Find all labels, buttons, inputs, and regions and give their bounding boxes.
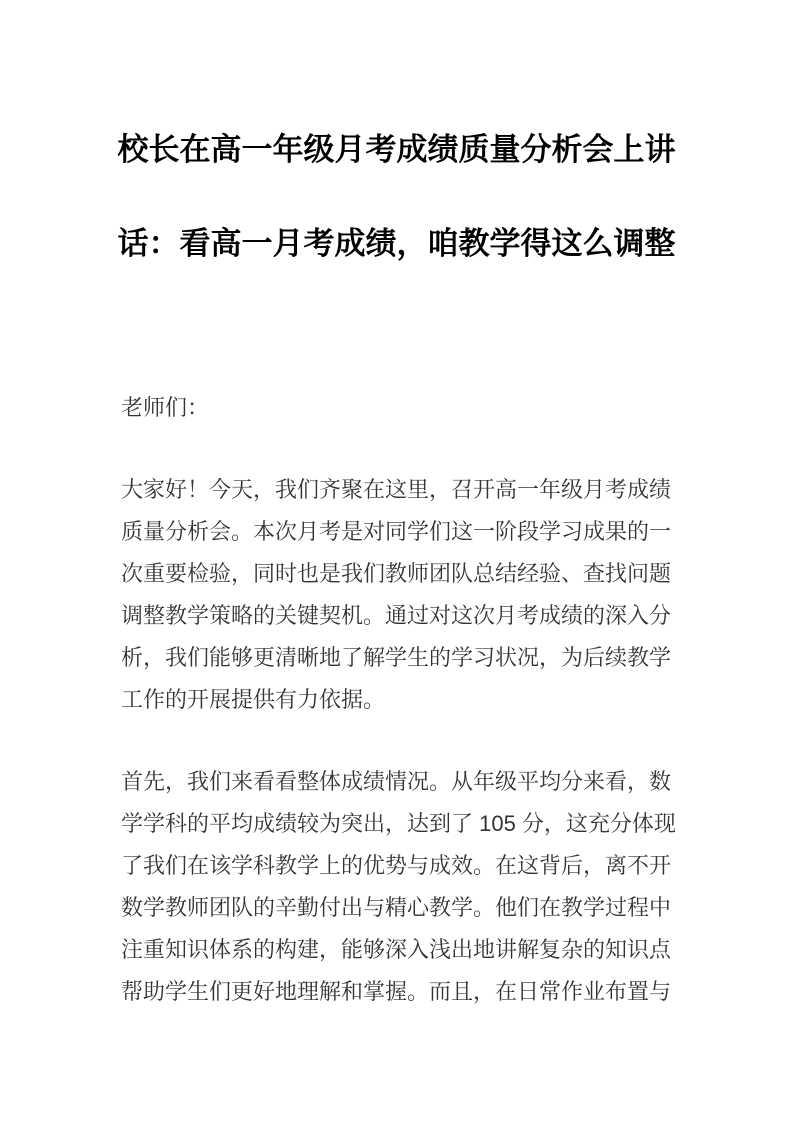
- text-line: 数学教师团队的辛勤付出与精心教学。他们在教学过程中: [121, 895, 672, 920]
- text-line: 调整教学策略的关键契机。通过对这次月考成绩的深入分: [121, 603, 672, 628]
- text-line: 大家好！今天，我们齐聚在这里，召开高一年级月考成绩: [121, 477, 672, 502]
- text-line: 首先，我们来看看整体成绩情况。从年级平均分来看，数: [121, 769, 672, 794]
- text-line: 注重知识体系的构建，能够深入浅出地讲解复杂的知识点: [121, 937, 672, 962]
- text-line: 次重要检验，同时也是我们教师团队总结经验、查找问题: [121, 561, 672, 586]
- title-line-1: 校长在高一年级月考成绩质量分析会上讲: [117, 132, 676, 167]
- text-line: 了我们在该学科教学上的优势与成效。在这背后，离不开: [121, 853, 672, 878]
- paragraph-salutation: [121, 387, 683, 429]
- paragraph-opening: [121, 469, 683, 721]
- document-title: [0, 103, 793, 291]
- text-line: 学学科的平均成绩较为突出，达到了 105 分，这充分体现: [121, 811, 676, 836]
- text-line: 工作的开展提供有力依据。: [121, 687, 386, 712]
- text-line: 帮助学生们更好地理解和掌握。而且，在日常作业布置与: [121, 979, 672, 1004]
- text-line: 析，我们能够更清晰地了解学生的学习状况，为后续教学: [121, 645, 672, 670]
- text-line: 老师们：: [121, 395, 210, 420]
- document-body: [0, 387, 793, 1013]
- text-line: 质量分析会。本次月考是对同学们这一阶段学习成果的一: [121, 519, 672, 544]
- title-line-2: 话：看高一月考成绩，咱教学得这么调整: [117, 226, 676, 261]
- paragraph-overall-results: [121, 761, 683, 1013]
